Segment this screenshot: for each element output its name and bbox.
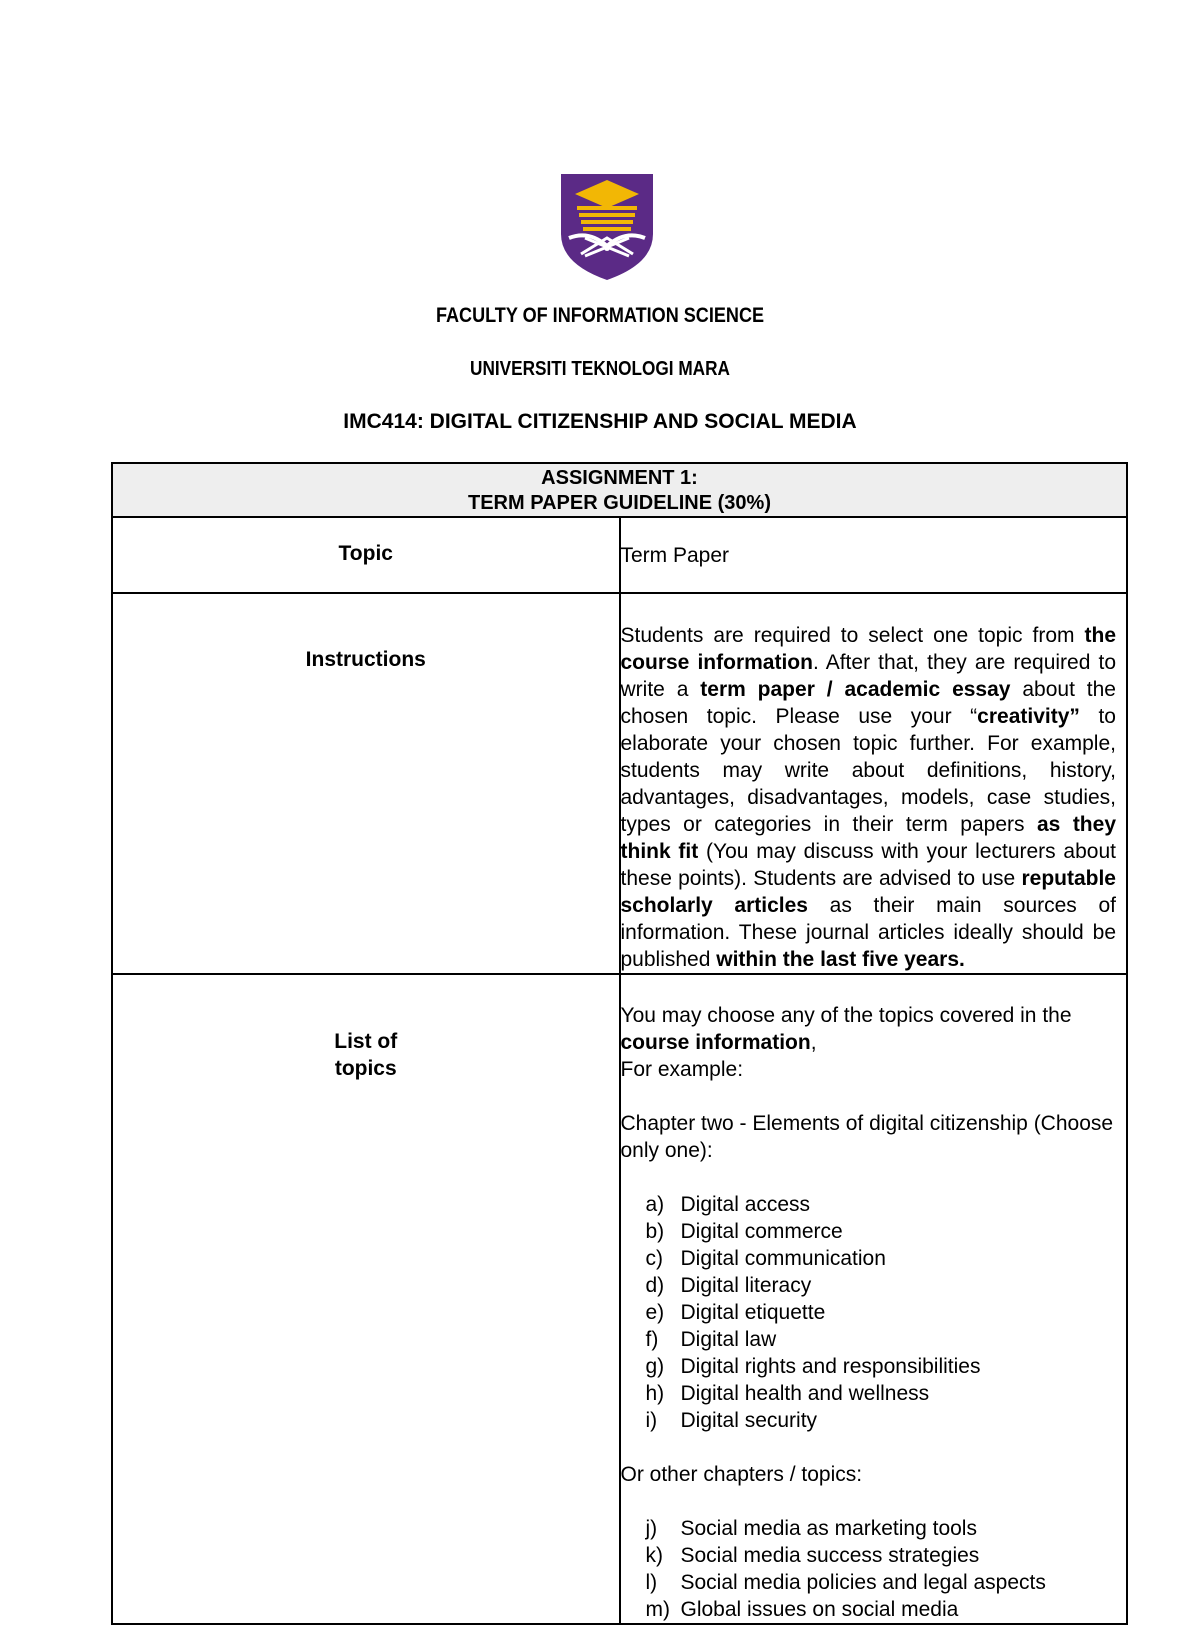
list-item: m) Global issues on social media — [645, 1598, 959, 1621]
topic-value-cell — [620, 517, 1128, 593]
list-item: a) Digital access — [645, 1193, 811, 1216]
faculty-name: FACULTY OF INFORMATION SCIENCE — [435, 304, 765, 327]
instr-seg-bold: reputable scholarly articles — [620, 867, 1116, 917]
instructions-label: Instructions — [305, 648, 426, 671]
instr-seg-bold: term paper / academic essay — [700, 678, 1011, 701]
topic-value: Term Paper — [620, 544, 730, 567]
assignment-table — [111, 462, 1128, 1625]
list-item: g) Digital rights and responsibilities — [645, 1355, 981, 1378]
topic-label: Topic — [338, 542, 393, 565]
instructions-text — [621, 594, 1117, 973]
instr-seg: about the chosen topic. Please use your “ — [620, 678, 1116, 728]
topic-label-cell — [112, 517, 620, 593]
instructions-row — [112, 593, 1127, 974]
instr-seg-bold: within the last five years. — [716, 948, 965, 971]
list-item: i) Digital security — [645, 1409, 818, 1432]
instr-seg: (You may discuss with your lecturers about these points). Students are advised to use — [620, 840, 1116, 890]
chapter-two-list — [621, 1191, 1117, 1434]
instructions-label-cell — [112, 593, 620, 974]
list-item: j) Social media as marketing tools — [645, 1517, 977, 1540]
title-row — [112, 463, 1127, 517]
chapter-two-heading: Chapter two - Elements of digital citizenship (Choose only one): — [620, 1112, 1114, 1162]
list-item: h) Digital health and wellness — [645, 1382, 930, 1405]
topics-label-cell — [112, 974, 620, 1624]
instr-seg: to elaborate your chosen topic further. For example, students may write about definitions, history, advantages, disadvantages, models, case studies, types or categories in their term papers — [620, 705, 1116, 836]
other-topics-list — [621, 1515, 1117, 1623]
topics-label — [113, 975, 619, 1082]
for-example: For example: — [620, 1058, 744, 1081]
topics-intro: You may choose any of the topics covered in the course information, — [620, 1004, 1072, 1054]
list-item: k) Social media success strategies — [645, 1544, 980, 1567]
list-item: c) Digital communication — [645, 1247, 886, 1270]
instr-seg: . After that, they are required to write a — [620, 651, 1116, 701]
instr-seg-bold: as they think fit — [620, 813, 1116, 863]
topic-row — [112, 517, 1127, 593]
topics-label-line1: List of — [334, 1030, 398, 1053]
assignment-title — [112, 463, 1127, 517]
university-name: UNIVERSITI TEKNOLOGI MARA — [470, 358, 730, 380]
topics-cell — [620, 974, 1128, 1624]
list-item: b) Digital commerce — [645, 1220, 843, 1243]
assignment-title-line2: TERM PAPER GUIDELINE (30%) — [468, 492, 771, 514]
list-item: l) Social media policies and legal aspects — [645, 1571, 1046, 1594]
instructions-cell — [620, 593, 1128, 974]
list-item: f) Digital law — [645, 1328, 777, 1351]
instr-seg: as their main sources of information. These journal articles ideally should be published — [620, 894, 1117, 971]
instr-seg-bold: the course information — [620, 624, 1116, 674]
topics-row — [112, 974, 1127, 1624]
list-item: d) Digital literacy — [645, 1274, 812, 1297]
course-title: IMC414: DIGITAL CITIZENSHIP AND SOCIAL MEDIA — [343, 410, 857, 433]
instr-seg-bold: creativity” — [977, 705, 1080, 728]
university-logo — [559, 172, 655, 282]
list-item: e) Digital etiquette — [645, 1301, 826, 1324]
topics-label-line2: topics — [334, 1057, 397, 1080]
instr-seg: Students are required to select one topic from — [620, 624, 1085, 647]
other-chapters-heading: Or other chapters / topics: — [620, 1463, 863, 1486]
assignment-title-line1: ASSIGNMENT 1: — [541, 467, 698, 489]
